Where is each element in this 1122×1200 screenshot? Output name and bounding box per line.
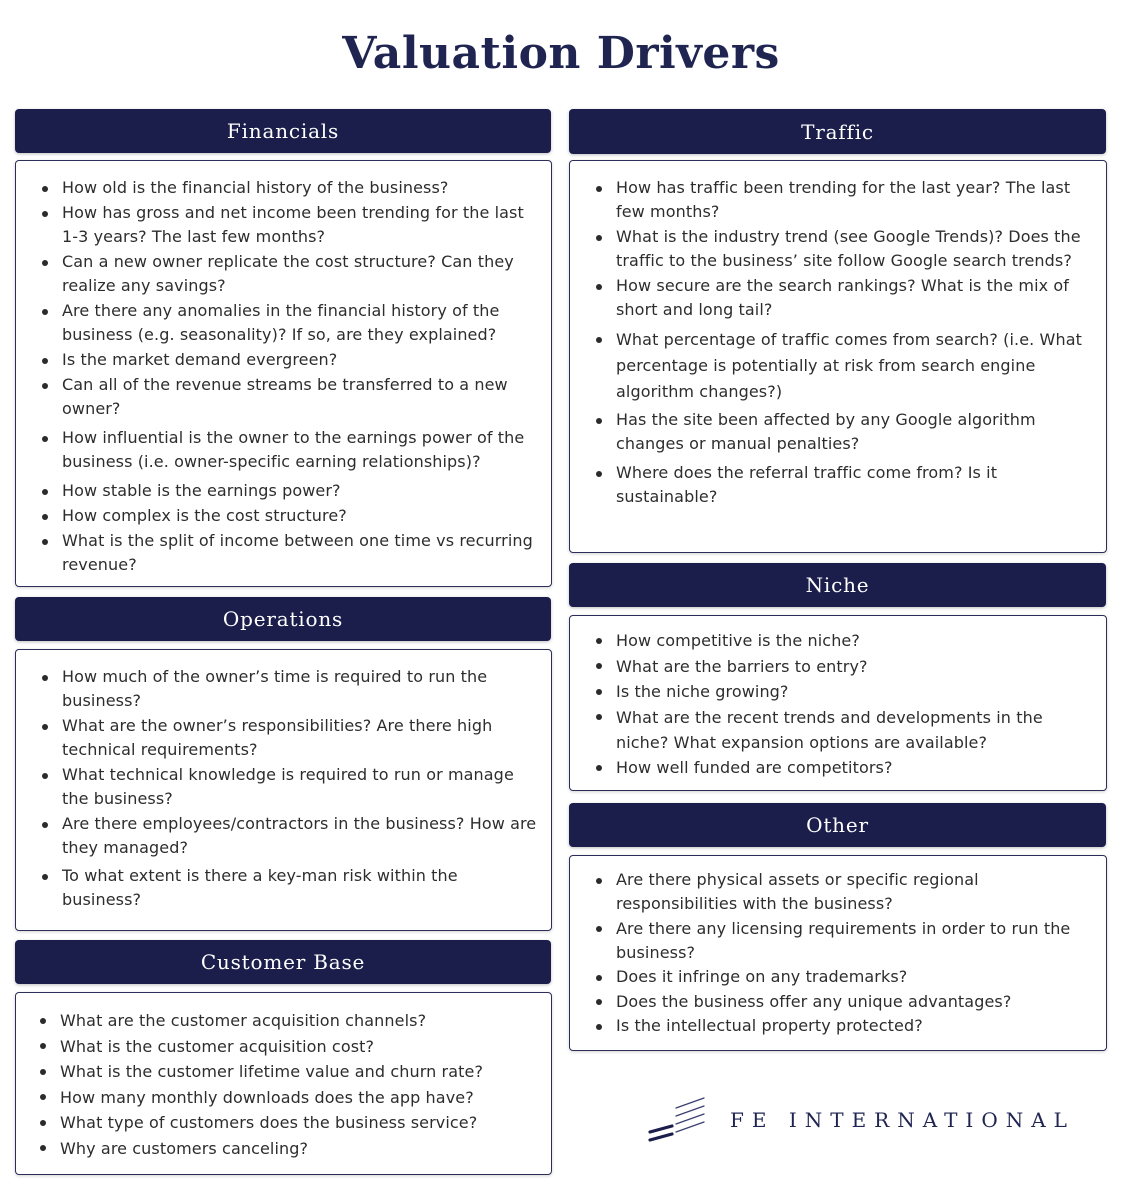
financials-box <box>15 160 552 587</box>
list-item: Is the niche growing? <box>592 679 1092 704</box>
list-item: How competitive is the niche? <box>592 628 1092 653</box>
list-item: Can all of the revenue streams be transferred to a new owner? <box>38 373 537 421</box>
list-item: What is the customer acquisition cost? <box>36 1034 537 1059</box>
list-item: What are the customer acquisition channels? <box>36 1008 537 1033</box>
list-item: How old is the financial history of the business? <box>38 176 537 200</box>
list-item: Is the intellectual property protected? <box>592 1014 1092 1038</box>
page-title: Valuation Drivers <box>342 28 780 79</box>
list-item: Can a new owner replicate the cost structure? Can they realize any savings? <box>38 250 537 298</box>
list-item: What percentage of traffic comes from search? (i.e. What percentage is potentially at risk from search engine algorithm changes?) <box>592 327 1092 405</box>
list-item: Does it infringe on any trademarks? <box>592 965 1092 989</box>
list-item: What is the split of income between one time vs recurring revenue? <box>38 529 537 577</box>
fe-stripes-logo-icon <box>648 1094 708 1146</box>
customer-base-title: Customer Base <box>200 950 366 974</box>
financials-header <box>15 109 551 153</box>
list-item: What are the recent trends and developments in the niche? What expansion options are available? <box>592 705 1092 755</box>
customer-base-list <box>36 1008 537 1161</box>
other-box <box>569 855 1107 1051</box>
list-item: How well funded are competitors? <box>592 755 1092 780</box>
niche-header <box>569 563 1106 607</box>
list-item: How has traffic been trending for the last year? The last few months? <box>592 176 1092 224</box>
list-item: Are there physical assets or specific regional responsibilities with the business? <box>592 868 1092 916</box>
list-item: What are the barriers to entry? <box>592 654 1092 679</box>
operations-list <box>38 665 537 912</box>
financials-title: Financials <box>226 119 340 143</box>
list-item: Has the site been affected by any Google algorithm changes or manual penalties? <box>592 408 1092 456</box>
list-item: How stable is the earnings power? <box>38 479 537 503</box>
list-item: How many monthly downloads does the app have? <box>36 1085 537 1110</box>
traffic-header <box>569 109 1106 154</box>
list-item: What is the customer lifetime value and churn rate? <box>36 1059 537 1084</box>
list-item: Are there any licensing requirements in order to run the business? <box>592 917 1092 965</box>
customer-base-header <box>15 940 551 984</box>
niche-list <box>592 628 1092 780</box>
other-title: Other <box>806 813 869 837</box>
list-item: What type of customers does the business service? <box>36 1110 537 1135</box>
niche-title: Niche <box>805 573 870 597</box>
list-item: Are there employees/contractors in the business? How are they managed? <box>38 812 537 860</box>
other-list <box>592 868 1092 1038</box>
traffic-box <box>569 160 1107 553</box>
list-item: Does the business offer any unique advantages? <box>592 990 1092 1014</box>
customer-base-box <box>15 992 552 1175</box>
list-item: What are the owner’s responsibilities? Are there high technical requirements? <box>38 714 537 762</box>
list-item: How influential is the owner to the earnings power of the business (i.e. owner-specific earning relationships)? <box>38 426 537 474</box>
operations-header <box>15 597 551 641</box>
other-header <box>569 803 1106 847</box>
list-item: How has gross and net income been trending for the last 1-3 years? The last few months? <box>38 201 537 249</box>
list-item: How much of the owner’s time is required to run the business? <box>38 665 537 713</box>
list-item: How secure are the search rankings? What is the mix of short and long tail? <box>592 274 1092 322</box>
list-item: Is the market demand evergreen? <box>38 348 537 372</box>
operations-title: Operations <box>222 607 344 631</box>
list-item: To what extent is there a key-man risk within the business? <box>38 864 537 912</box>
traffic-list <box>592 176 1092 509</box>
financials-list <box>38 176 537 577</box>
list-item: Where does the referral traffic come from? Is it sustainable? <box>592 461 1092 509</box>
brand-name: FE INTERNATIONAL <box>730 1108 1075 1132</box>
list-item: Why are customers canceling? <box>36 1136 537 1161</box>
niche-box <box>569 615 1107 791</box>
list-item: How complex is the cost structure? <box>38 504 537 528</box>
list-item: What technical knowledge is required to run or manage the business? <box>38 763 537 811</box>
traffic-title: Traffic <box>801 119 874 144</box>
list-item: What is the industry trend (see Google Trends)? Does the traffic to the business’ site follow Google search trends? <box>592 225 1092 273</box>
operations-box <box>15 649 552 931</box>
list-item: Are there any anomalies in the financial history of the business (e.g. seasonality)? If so, are they explained? <box>38 299 537 347</box>
